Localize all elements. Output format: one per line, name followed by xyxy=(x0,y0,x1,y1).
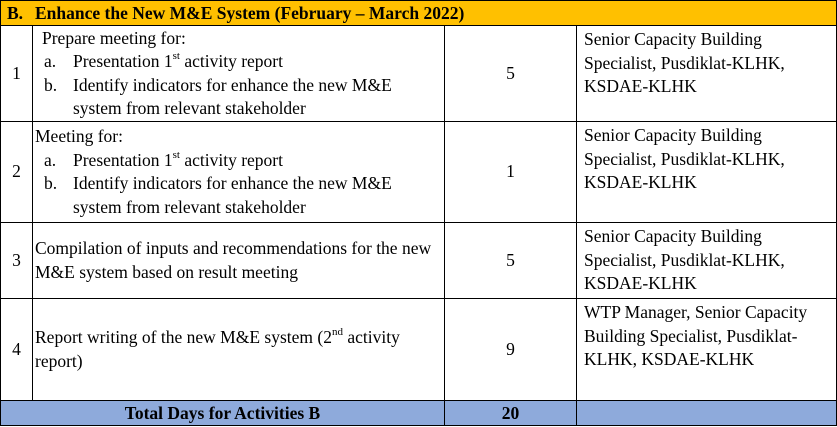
table-row xyxy=(1,122,837,223)
subitem-text-post: activity report xyxy=(179,149,284,170)
row-number: 1 xyxy=(1,26,33,122)
activity-cell xyxy=(33,299,445,401)
activity-title: Compilation of inputs and recommendations for the new M&E system based on result meeting xyxy=(35,238,432,282)
subitem-text: Presentation 1 xyxy=(73,149,173,170)
activity-subitem xyxy=(35,172,442,219)
days-cell: 1 xyxy=(445,122,577,223)
responsible-cell: WTP Manager, Senior Capacity Building Specialist, Pusdiklat-KLHK, KSDAE-KLHK xyxy=(577,299,837,401)
activity-cell xyxy=(33,122,445,223)
total-row xyxy=(1,401,837,426)
subitem-text: Identify indicators for enhance the new M&E system from relevant stakeholder xyxy=(73,173,392,217)
subitem-sup: st xyxy=(172,148,180,161)
activity-subitem xyxy=(35,149,442,173)
activity-cell xyxy=(33,26,445,122)
subitem-sup: st xyxy=(172,50,180,63)
total-label: Total Days for Activities B xyxy=(1,401,445,426)
table-row xyxy=(1,26,837,122)
responsible-cell: Senior Capacity Building Specialist, Pusdiklat-KLHK, KSDAE-KLHK xyxy=(577,223,837,299)
activity-title-text-post: activity report) xyxy=(35,327,400,371)
activity-title-text: Report writing of the new M&E system (2 xyxy=(35,327,332,347)
days-cell: 9 xyxy=(445,299,577,401)
row-number: 4 xyxy=(1,299,33,401)
section-header-row xyxy=(1,1,837,26)
row-number: 2 xyxy=(1,122,33,223)
section-title: Enhance the New M&E System (February – March 2022) xyxy=(35,3,465,23)
activity-subitem xyxy=(35,50,442,74)
subitem-text: Presentation 1 xyxy=(73,51,173,71)
subitem-text-post: activity report xyxy=(179,51,284,71)
section-letter: B. xyxy=(7,3,24,23)
activity-title xyxy=(35,326,442,373)
subitem-label: b. xyxy=(44,74,58,95)
table-row xyxy=(1,223,837,299)
activity-title: Meeting for: xyxy=(35,126,123,146)
activity-subitem xyxy=(35,74,442,121)
activity-title: Prepare meeting for: xyxy=(42,27,186,48)
total-days: 20 xyxy=(445,401,577,426)
row-number: 3 xyxy=(1,223,33,299)
subitem-label: b. xyxy=(44,173,58,193)
section-header xyxy=(1,1,837,26)
days-cell: 5 xyxy=(445,223,577,299)
subitem-text: Identify indicators for enhance the new M&E system from relevant stakeholder xyxy=(73,74,392,118)
days-cell: 5 xyxy=(445,26,577,122)
total-extra xyxy=(577,401,837,426)
responsible-cell: Senior Capacity Building Specialist, Pusdiklat-KLHK, KSDAE-KLHK xyxy=(577,122,837,223)
table-row xyxy=(1,299,837,401)
subitem-label: a. xyxy=(44,149,57,170)
subitem-label: a. xyxy=(44,51,57,71)
activity-title-sup: nd xyxy=(331,326,343,339)
responsible-cell: Senior Capacity Building Specialist, Pusdiklat-KLHK, KSDAE-KLHK xyxy=(577,26,837,122)
activity-cell xyxy=(33,223,445,299)
